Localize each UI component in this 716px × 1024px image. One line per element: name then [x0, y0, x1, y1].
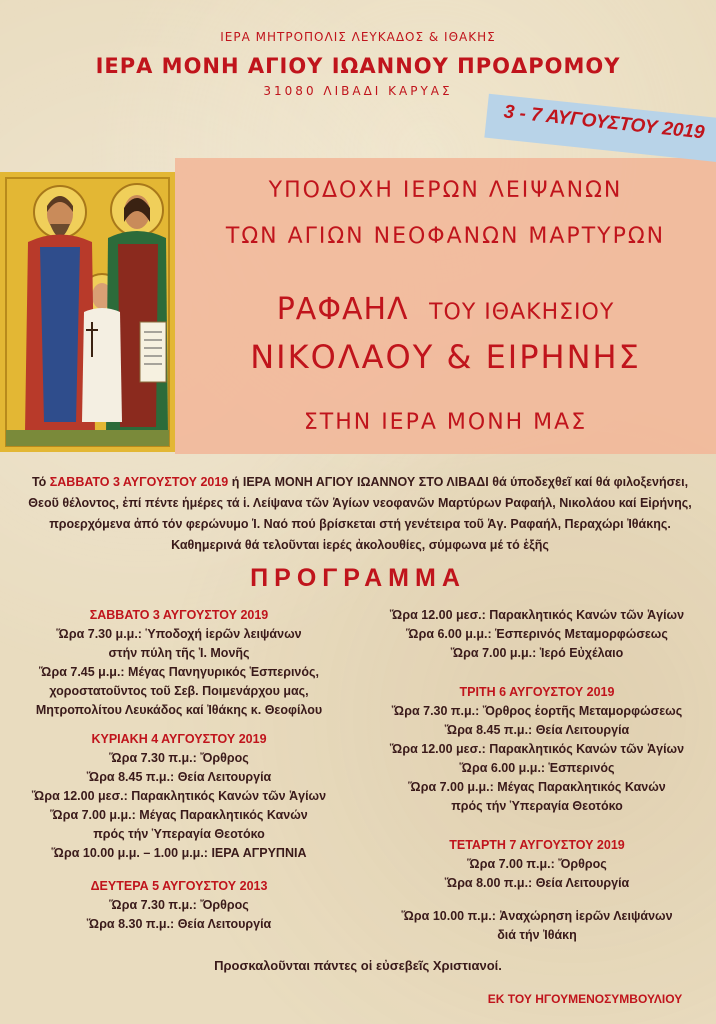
schedule-line: διά τήν Ἰθάκη: [497, 928, 577, 942]
program-title: ΠΡΟΓΡΑΜΜΑ: [250, 564, 466, 592]
schedule-line: Ὥρα 6.00 μ.μ.: Ἑσπερινός Μεταμορφώσεως: [406, 627, 668, 641]
schedule-line: Ὥρα 8.45 π.μ.: Θεία Λειτουργία: [86, 770, 272, 784]
title-line-4: ΝΙΚΟΛΑΟΥ & ΕΙΡΗΝΗΣ: [250, 338, 641, 376]
schedule-line: Ὥρα 8.30 π.μ.: Θεία Λειτουργία: [86, 917, 272, 931]
intro-prefix: Τό: [31, 475, 47, 489]
schedule-line: Ὥρα 10.00 π.μ.: Ἀναχώρηση ἱερῶν Λειψάνων: [401, 909, 673, 923]
schedule-line: Ὥρα 7.30 μ.μ.: Ὑποδοχή ἱερῶν λειψάνων: [56, 627, 302, 641]
title-line-2: ΤΩΝ ΑΓΙΩΝ ΝΕΟΦΑΝΩΝ ΜΑΡΤΥΡΩΝ: [225, 224, 666, 249]
invitation-text: Προσκαλοῦνται πάντες οἱ εὐσεβεῖς Χριστιανοί.: [214, 958, 502, 973]
day-heading-wednesday: ΤΕΤΑΡΤΗ 7 ΑΥΓΟΥΣΤΟΥ 2019: [449, 838, 625, 852]
title-line-1: ΥΠΟΔΟΧΗ ΙΕΡΩΝ ΛΕΙΨΑΝΩΝ: [268, 178, 623, 203]
intro-date: ΣΑΒΒΑΤΟ 3 ΑΥΓΟΥΣΤΟΥ 2019: [49, 475, 229, 489]
schedule-line: Ὥρα 7.30 π.μ.: Ὄρθρος: [109, 898, 249, 912]
day-heading-saturday: ΣΑΒΒΑΤΟ 3 ΑΥΓΟΥΣΤΟΥ 2019: [89, 608, 269, 622]
intro-rest: θά ύποδεχθεῖ καί θά φιλοξενήσει, Θεοῦ θέλοντος, ἐπί πέντε ἡμέρες τά ἱ. Λείψανα τῶν Ἁγίων νεοφανῶν Μαρτύρων Ραφαήλ, Νικολάου καί Εἰρήνης, προερχόμενα ἀπό τόν φερώνυμο Ἱ. Ναό πού βρίσκεται στή γενέτειρα τοῦ Ἁγ. Ραφαήλ, Περαχώρι Ἰθάκης. Καθημερινά θά τελοῦνται ἱερές ἀκολουθίες, σύμφωνα μέ τό ἑξῆς: [28, 475, 692, 552]
schedule-line: στήν πύλη τῆς Ἱ. Μονῆς: [108, 646, 250, 660]
signature: ΕΚ ΤΟΥ ΗΓΟΥΜΕΝΟΣΥΜΒΟΥΛΙΟΥ: [487, 992, 683, 1006]
schedule-line: Ὥρα 7.00 μ.μ.: Ἱερό Εὐχέλαιο: [450, 646, 624, 660]
intro-paragraph: [20, 472, 700, 556]
schedule-right-column: [358, 606, 716, 945]
day-heading-tuesday: ΤΡΙΤΗ 6 ΑΥΓΟΥΣΤΟΥ 2019: [459, 685, 615, 699]
schedule-line: Ὥρα 7.30 π.μ.: Ὄρθρος ἑορτῆς Μεταμορφώσεως: [391, 704, 683, 718]
header: [0, 30, 716, 110]
day-heading-sunday: ΚΥΡΙΑΚΗ 4 ΑΥΓΟΥΣΤΟΥ 2019: [91, 732, 267, 746]
title-line-3: [175, 292, 716, 327]
title-ithacan: ΤΟΥ ΙΘΑΚΗΣΙΟΥ: [429, 300, 615, 325]
schedule-line: Ὥρα 12.00 μεσ.: Παρακλητικός Κανών τῶν Ἁγίων: [389, 742, 685, 756]
day-heading-monday: ΔΕΥΤΕΡΑ 5 ΑΥΓΟΥΣΤΟΥ 2013: [90, 879, 268, 893]
date-banner: 3 - 7 ΑΥΓΟΥΣΤΟΥ 2019: [502, 101, 706, 144]
schedule-line: Ὥρα 10.00 μ.μ. – 1.00 μ.μ.: ΙΕΡΑ ΑΓΡΥΠΝΙΑ: [51, 846, 307, 860]
saints-icon-image: [0, 172, 175, 452]
title-line-5: ΣΤΗΝ ΙΕΡΑ ΜΟΝΗ ΜΑΣ: [303, 410, 588, 435]
schedule-left-column: [0, 606, 358, 934]
schedule-line: Ὥρα 7.00 μ.μ.: Μέγας Παρακλητικός Κανών: [50, 808, 308, 822]
schedule-line: Ὥρα 7.00 μ.μ.: Μέγας Παρακλητικός Κανών: [408, 780, 666, 794]
schedule-line: Ὥρα 8.00 π.μ.: Θεία Λειτουργία: [444, 876, 630, 890]
intro-mid: ή ΙΕΡΑ ΜΟΝΗ ΑΓΙΟΥ ΙΩΑΝΝΟΥ ΣΤΟ ΛΙΒΑΔΙ: [231, 475, 489, 489]
schedule-line: Ὥρα 7.45 μ.μ.: Μέγας Πανηγυρικός Ἑσπερινός,: [39, 665, 319, 679]
schedule-line: Ὥρα 12.00 μεσ.: Παρακλητικός Κανών τῶν Ἁγίων: [31, 789, 327, 803]
schedule-line: Ὥρα 6.00 μ.μ.: Ἑσπερινός: [459, 761, 615, 775]
schedule-line: Ὥρα 7.00 π.μ.: Ὄρθρος: [467, 857, 607, 871]
metropolis-name: ΙΕΡΑ ΜΗΤΡΟΠΟΛΙΣ ΛΕΥΚΑΔΟΣ & ΙΘΑΚΗΣ: [220, 30, 496, 44]
schedule-line: Ὥρα 12.00 μεσ.: Παρακλητικός Κανών τῶν Ἁγίων: [389, 608, 685, 622]
schedule-line: Ὥρα 8.45 π.μ.: Θεία Λειτουργία: [444, 723, 630, 737]
schedule-line: Ὥρα 7.30 π.μ.: Ὄρθρος: [109, 751, 249, 765]
schedule-line: χοροστατοῦντος τοῦ Σεβ. Ποιμενάρχου μας,: [49, 684, 309, 698]
address: 31080 ΛΙΒΑΔΙ ΚΑΡΥΑΣ: [263, 84, 453, 98]
title-raphael: ΡΑΦΑΗΛ: [276, 292, 409, 327]
schedule-line: Μητροπολίτου Λευκάδος καί Ἰθάκης κ. Θεοφίλου: [35, 703, 323, 717]
monastery-name: ΙΕΡΑ ΜΟΝΗ ΑΓΙΟΥ ΙΩΑΝΝΟΥ ΠΡΟΔΡΟΜΟΥ: [95, 54, 621, 78]
schedule-line: πρός τήν Ὑπεραγία Θεοτόκο: [93, 827, 265, 841]
schedule-line: πρός τήν Ὑπεραγία Θεοτόκο: [451, 799, 623, 813]
